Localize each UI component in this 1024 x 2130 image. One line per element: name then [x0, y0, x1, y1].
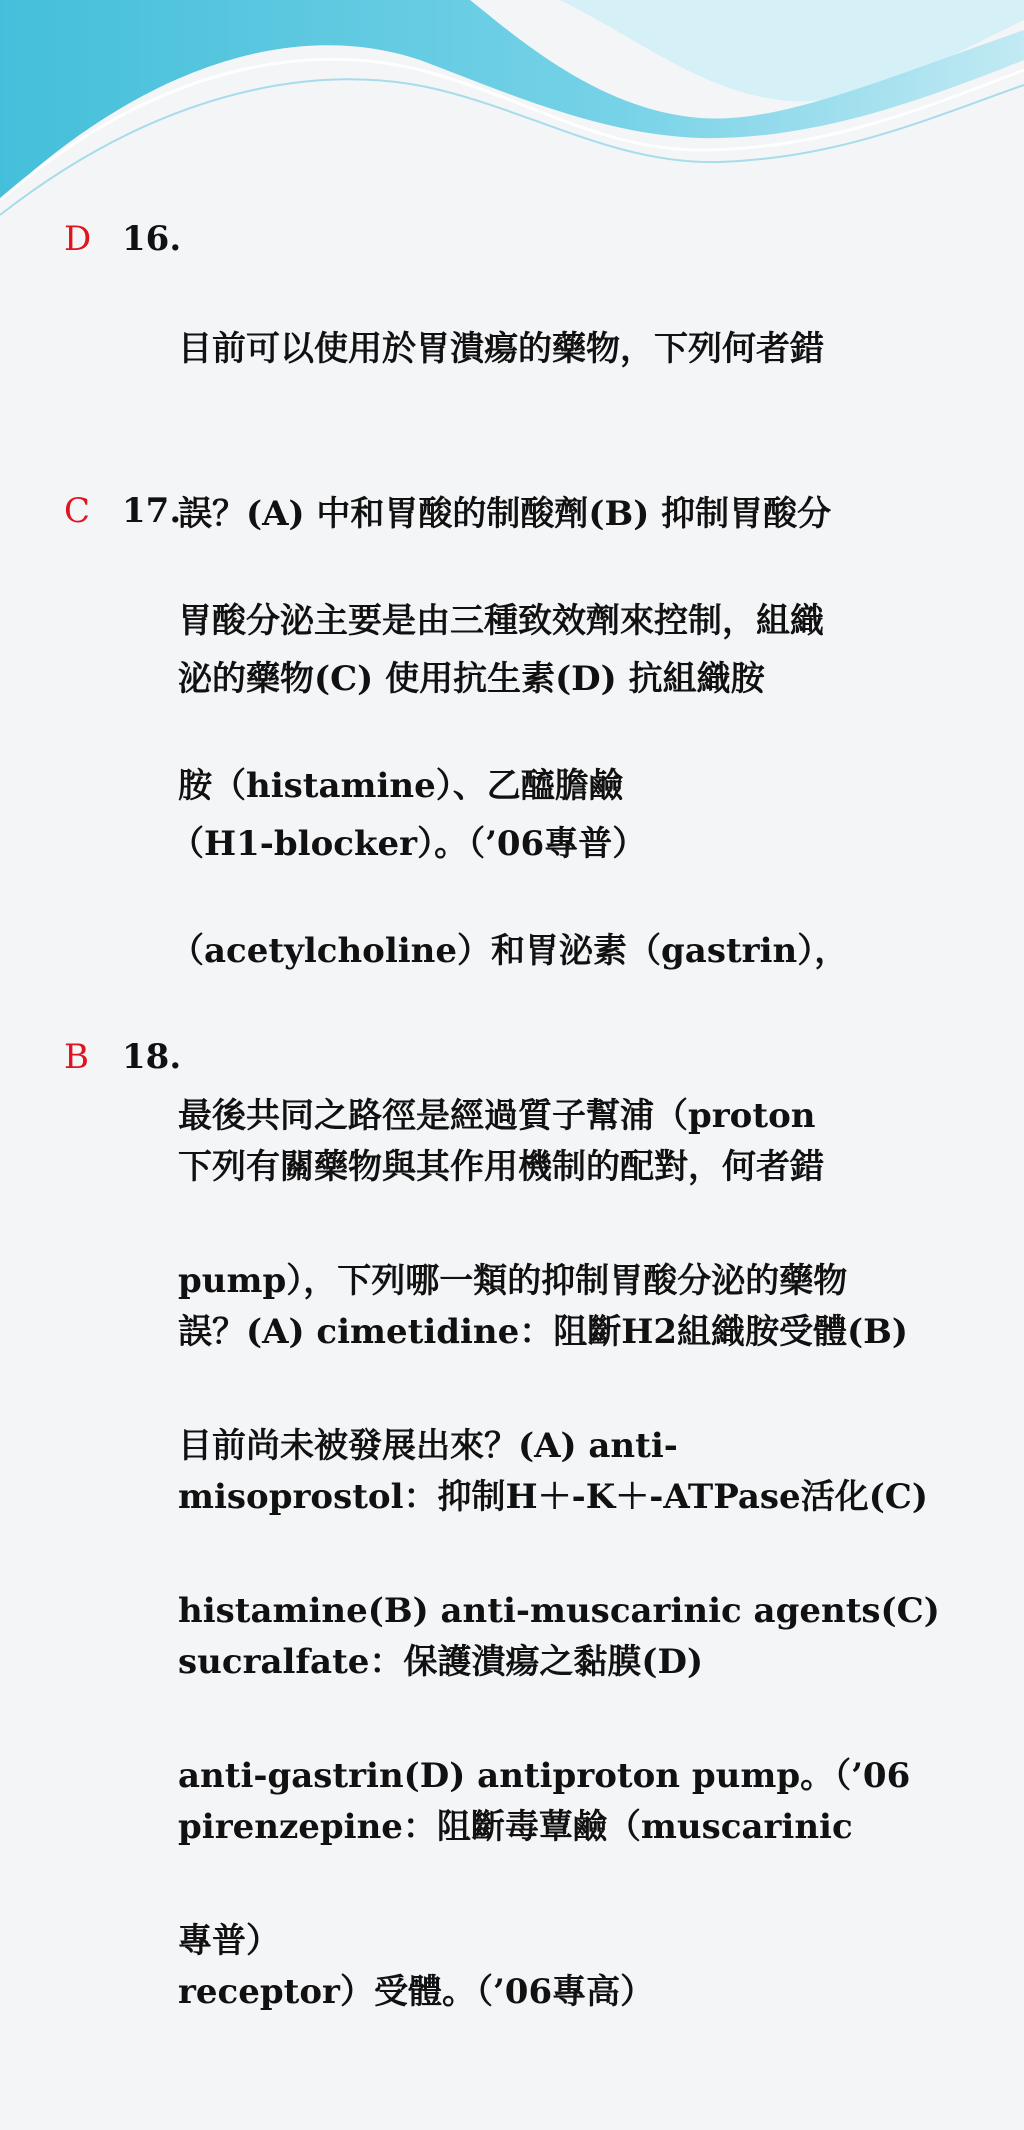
question-line: 胺（histamine）、乙醯膽鹼 [178, 766, 623, 806]
question-line: （H1-blocker）。（’06專普） [170, 824, 647, 864]
question-line: 誤？(A) 中和胃酸的制酸劑(B) 抑制胃酸分 [178, 494, 832, 534]
answer-key: C [64, 491, 91, 531]
question-line: 胃酸分泌主要是由三種致效劑來控制，組織 [178, 601, 824, 641]
question-line: pump），下列哪一類的抑制胃酸分泌的藥物 [178, 1261, 848, 1301]
answer-key: B [64, 1037, 89, 1077]
question-line: （acetylcholine）和胃泌素（gastrin）， [170, 931, 849, 971]
question-line: 誤？(A) cimetidine：阻斷H2組織胺受體(B) [178, 1312, 908, 1352]
question-line: receptor）受體。（’06專高） [178, 1972, 655, 2012]
question-line: 專普） [178, 1921, 280, 1961]
question-line: sucralfate：保護潰瘍之黏膜(D) [178, 1642, 704, 1682]
question-line: 目前可以使用於胃潰瘍的藥物，下列何者錯 [178, 329, 824, 369]
question-number: 17. [122, 491, 182, 531]
question-number: 16. [122, 219, 182, 259]
question-line: 目前尚未被發展出來？(A) anti- [178, 1426, 678, 1466]
question-number: 18. [122, 1037, 182, 1077]
question-line: 最後共同之路徑是經過質子幫浦（proton [178, 1096, 816, 1136]
question-text [178, 1030, 948, 2130]
question-line: histamine(B) anti-muscarinic agents(C) [178, 1591, 940, 1631]
question-line: 泌的藥物(C) 使用抗生素(D) 抗組織胺 [178, 659, 765, 699]
question-line: 下列有關藥物與其作用機制的配對，何者錯 [178, 1147, 824, 1187]
answer-key: D [64, 219, 92, 259]
question-line: anti-gastrin(D) antiproton pump。（’06 [178, 1756, 911, 1796]
question-line: pirenzepine：阻斷毒蕈鹼（muscarinic [178, 1807, 853, 1847]
question-line: misoprostol：抑制H＋-K＋-ATPase活化(C) [178, 1477, 928, 1517]
